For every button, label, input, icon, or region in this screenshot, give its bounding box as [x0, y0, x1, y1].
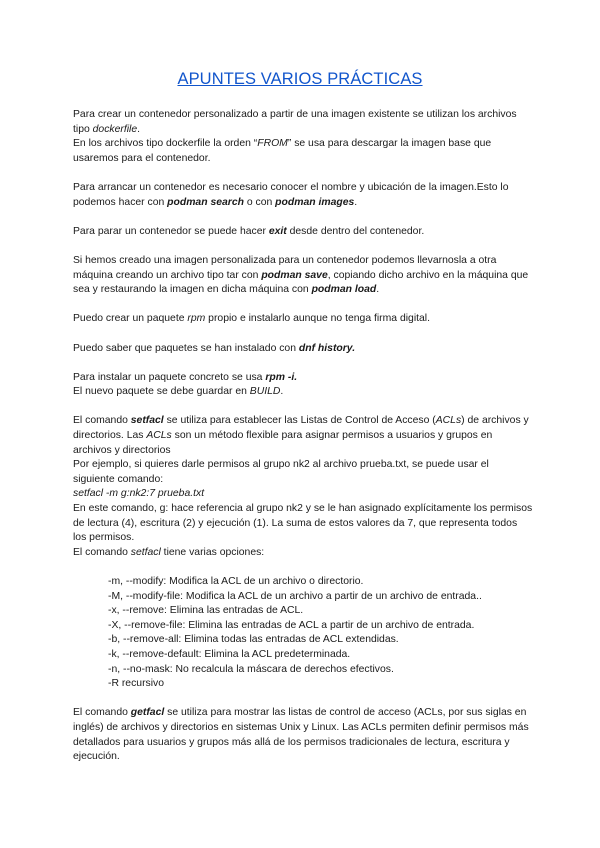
- text: Puedo saber que paquetes se han instalado con: [73, 342, 299, 354]
- cmd-podman-save: podman save: [261, 269, 328, 281]
- text: Puedo crear un paquete: [73, 313, 188, 325]
- paragraph-setfacl: [73, 414, 533, 560]
- cmd-podman-images: podman images: [275, 196, 355, 208]
- paragraph-rpm-install: [73, 371, 533, 400]
- list-item: -R recursivo: [108, 678, 165, 690]
- text: En los archivos tipo dockerfile la orden “: [73, 138, 258, 150]
- text: tiene varias opciones:: [160, 546, 265, 558]
- text: Por ejemplo, si quieres darle permisos al grupo nk2 al archivo prueba.txt, se puede usar el siguiente comando:: [73, 459, 489, 485]
- text: El nuevo paquete se debe guardar en: [73, 386, 250, 398]
- text: o con: [243, 196, 276, 208]
- text: Para parar un contenedor se puede hacer: [73, 225, 269, 237]
- text: Para crear un contenedor personalizado a partir de una imagen existente se utilizan los archivos tipo: [73, 109, 517, 135]
- text: , copiando dicho archivo en la máquina que sea y restaurando la imagen en dicha máquina con: [73, 269, 529, 296]
- paragraph-getfacl: [73, 706, 533, 764]
- list-item: -m, --modify: Modifica la ACL de un archivo o directorio.: [108, 576, 364, 587]
- term-from: FROM: [257, 138, 288, 150]
- cmd-setfacl: setfacl: [130, 415, 164, 427]
- paragraph-dockerfile: [73, 108, 533, 166]
- text: El comando: [73, 546, 131, 558]
- text: se utiliza para establecer las Listas de Control de Acceso (: [163, 415, 436, 427]
- text: Para arrancar un contenedor es necesario conocer el nombre y ubicación de la imagen.Esto lo podemos hacer con: [73, 181, 509, 208]
- paragraph-arrancar: [73, 181, 533, 210]
- text: Si hemos creado una imagen personalizada para un contenedor podemos llevarnosla a otra máquina creando un archivo tipo tar con: [73, 254, 497, 281]
- text: El comando: [73, 415, 131, 427]
- document-body: [73, 108, 533, 765]
- text: son un método flexible para asignar permisos a usuarios y grupos en archivos y directorios: [73, 430, 493, 456]
- text: El comando: [73, 707, 131, 719]
- term-setfacl: setfacl: [130, 546, 161, 558]
- term-acls: ACLs: [435, 415, 462, 427]
- paragraph-dnf-history: [73, 342, 533, 357]
- text: .: [354, 196, 358, 208]
- page-title: APUNTES VARIOS PRÁCTICAS: [177, 70, 423, 88]
- list-item: -k, --remove-default: Elimina la ACL predeterminada.: [108, 648, 351, 660]
- term-build: BUILD: [249, 386, 281, 398]
- text: .: [376, 284, 380, 296]
- text: propio e instalarlo aunque no tenga firma digital.: [205, 313, 430, 325]
- code-example: setfacl -m g:nk2:7 prueba.txt: [73, 488, 205, 500]
- text: En este comando, g: hace referencia al grupo nk2 y se le han asignado explícitamente los permisos de lectura (4), escritura (2) y ejecución (1). La suma de estos valores da 7, que representa todos los permisos.: [73, 503, 533, 544]
- text: .: [280, 386, 284, 398]
- list-item: -X, --remove-file: Elimina las entradas de ACL a partir de un archivo de entrada.: [108, 619, 475, 631]
- list-item: -x, --remove: Elimina las entradas de ACL.: [108, 605, 304, 617]
- list-item: -M, --modify-file: Modifica la ACL de un archivo a partir de un archivo de entrada..: [108, 590, 482, 602]
- cmd-podman-search: podman search: [167, 196, 244, 208]
- cmd-getfacl: getfacl: [130, 707, 165, 719]
- term-dockerfile: dockerfile: [92, 123, 138, 135]
- text: se utiliza para mostrar las listas de control de acceso (ACLs, por sus siglas en inglés) de archivos y directorios en sistemas Unix y Linux. Las ACLs permiten definir permisos más detallados para usuarios y grupos más allá de los permisos tradicionales de lectura, escritura y ejecución.: [73, 707, 529, 763]
- text: desde dentro del contenedor.: [286, 225, 425, 237]
- cmd-podman-load: podman load: [311, 284, 377, 296]
- cmd-exit: exit: [268, 225, 287, 237]
- paragraph-save-load: [73, 254, 533, 298]
- text: Para instalar un paquete concreto se usa: [73, 371, 266, 383]
- text: ” se usa para descargar la imagen base que usaremos para el contenedor.: [73, 138, 492, 164]
- cmd-rpm-i: rpm -i.: [265, 371, 298, 383]
- text: .: [137, 123, 141, 135]
- term-rpm: rpm: [187, 313, 206, 325]
- text: ) de archivos y directorios. Las: [73, 415, 529, 442]
- options-list: [73, 575, 533, 692]
- paragraph-rpm: [73, 312, 533, 327]
- term-acls: ACLs: [146, 430, 172, 442]
- list-item: -b, --remove-all: Elimina todas las entradas de ACL extendidas.: [108, 634, 399, 646]
- list-item: -n, --no-mask: No recalcula la máscara de derechos efectivos.: [108, 663, 394, 675]
- cmd-dnf-history: dnf history.: [298, 342, 356, 354]
- paragraph-parar: [73, 225, 533, 240]
